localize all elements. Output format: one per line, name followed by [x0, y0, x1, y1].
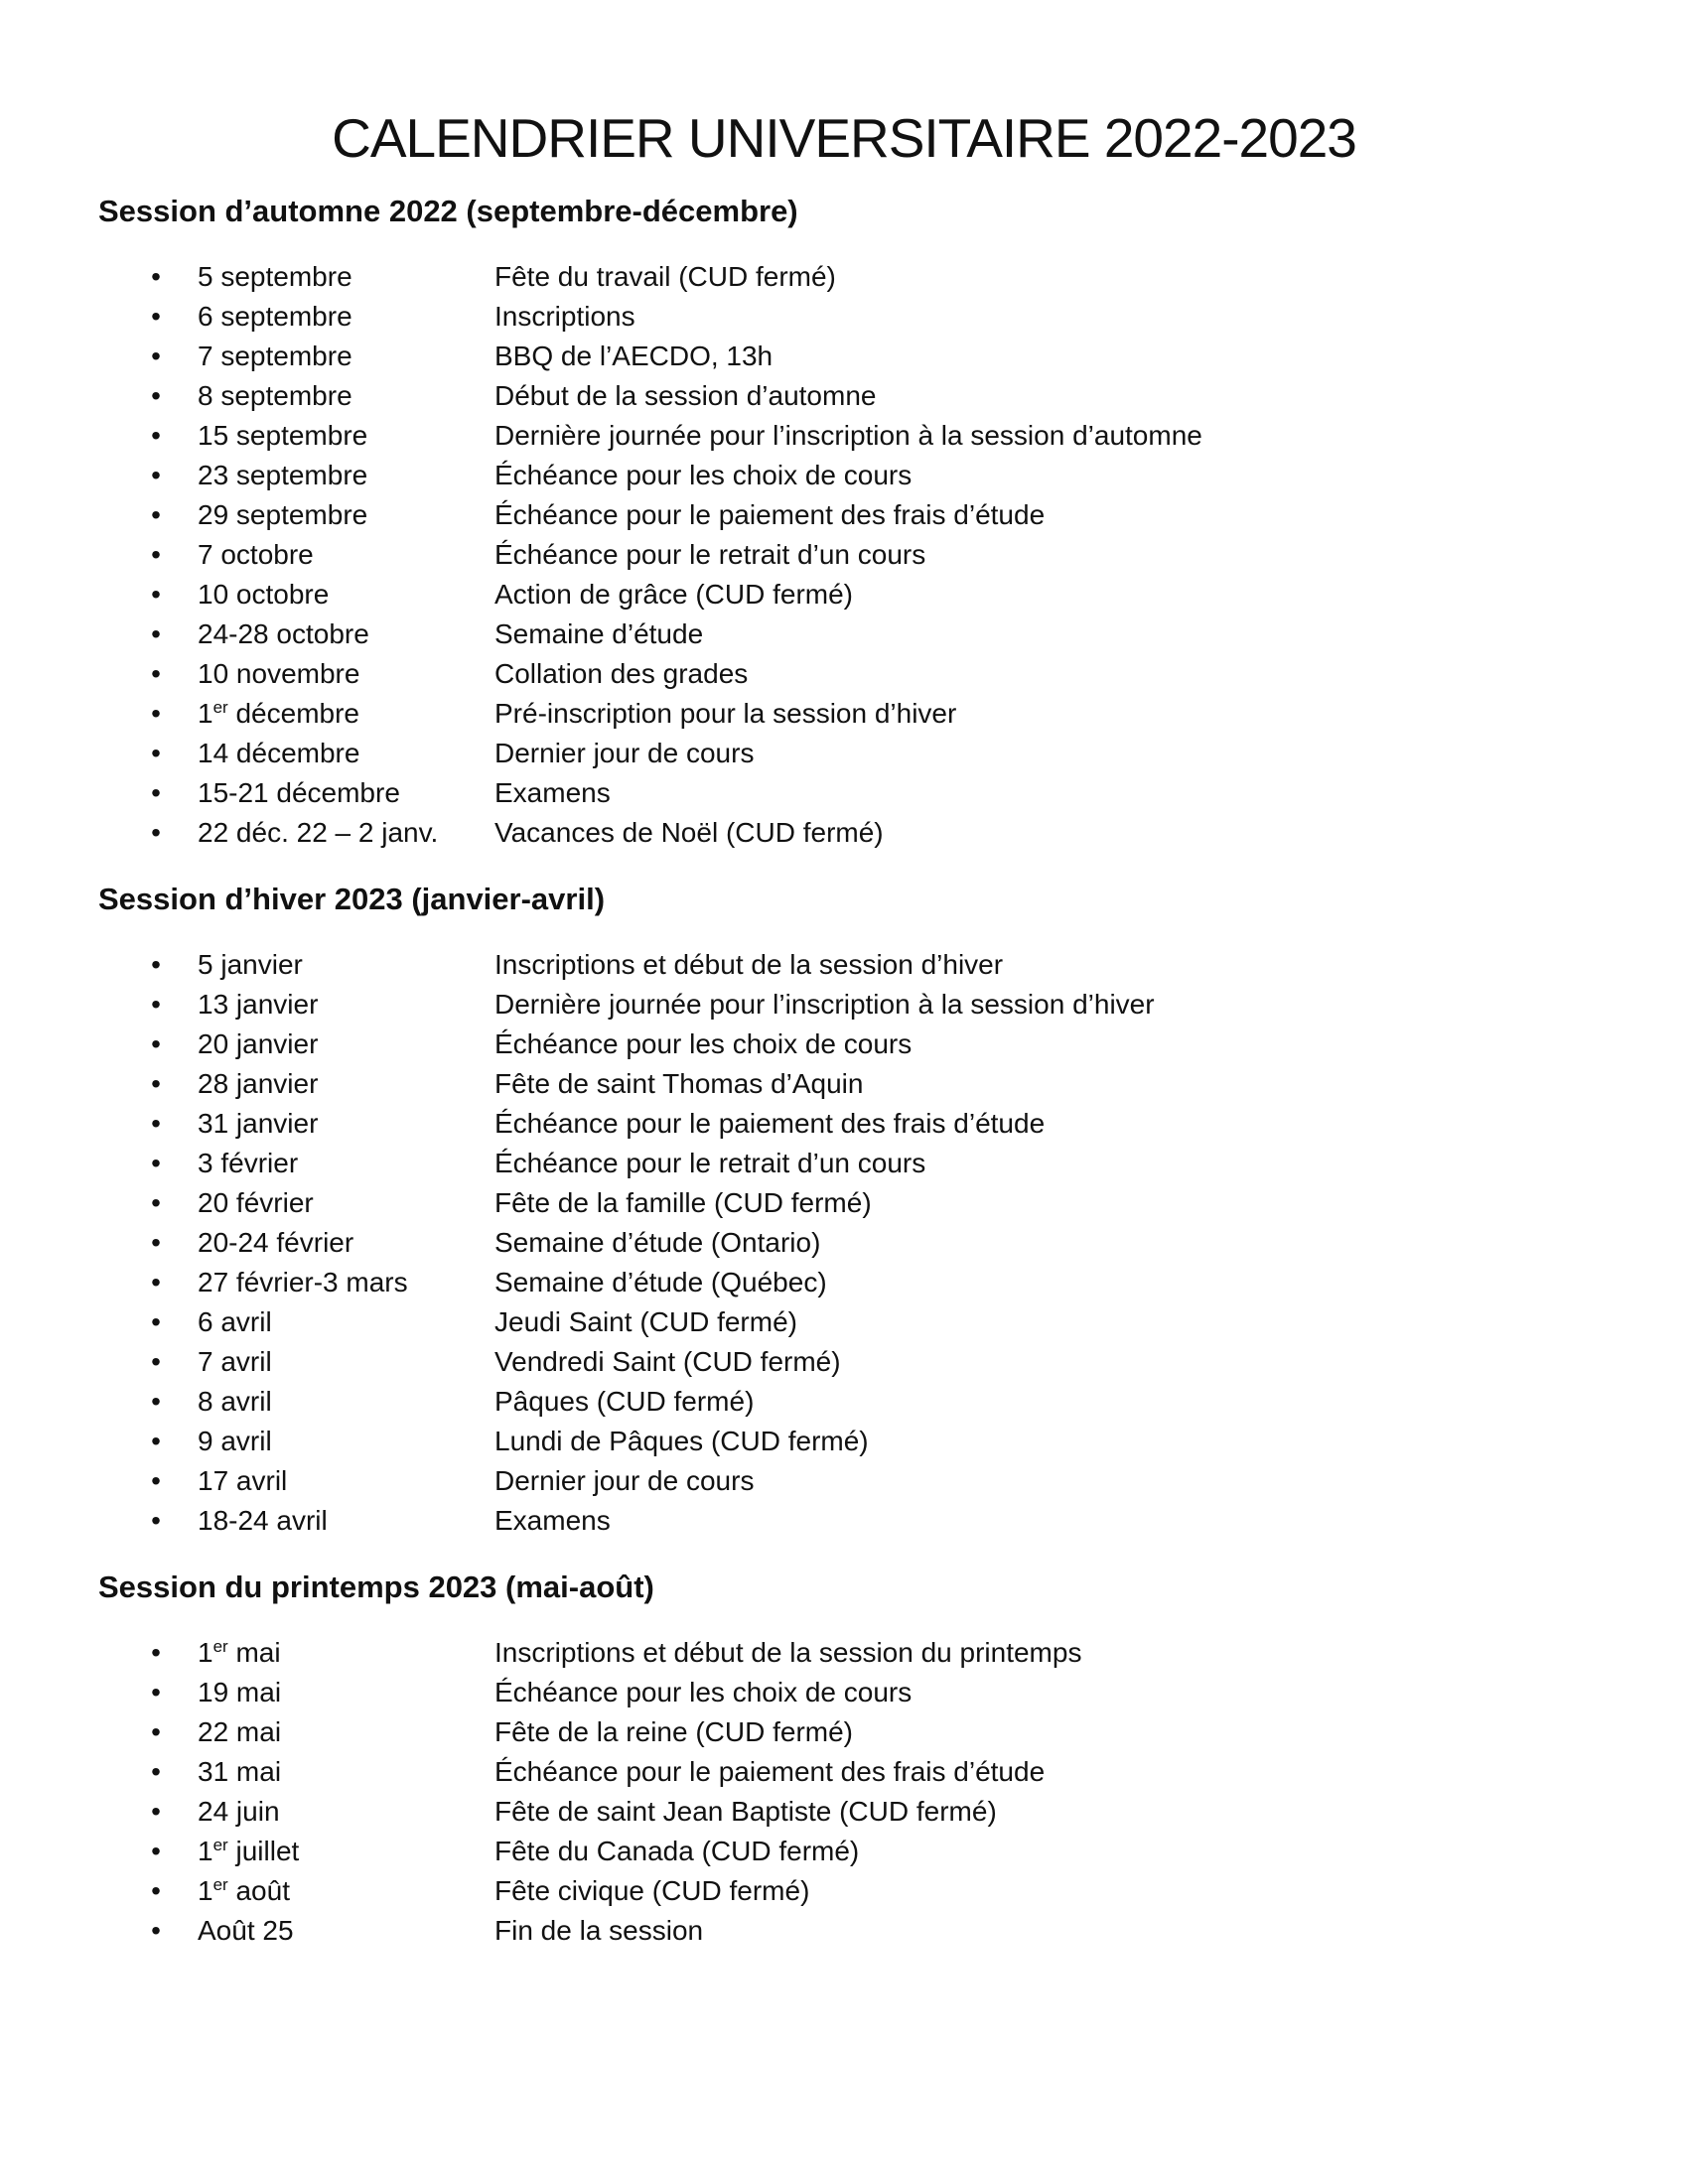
list-item: [0, 1792, 1688, 1832]
list-item: [0, 945, 1688, 985]
event-date-main: 29 septembre: [198, 499, 368, 530]
list-item: [0, 1064, 1688, 1104]
bullet-icon: •: [151, 949, 161, 980]
event-date: [198, 1104, 318, 1144]
list-item: [0, 1183, 1688, 1223]
event-date-main: 24-28 octobre: [198, 618, 369, 649]
bullet-icon: •: [151, 618, 161, 649]
event-date: [198, 337, 352, 376]
bullet-icon: •: [151, 817, 161, 848]
event-date-main: 7 octobre: [198, 539, 314, 570]
event-date: [198, 654, 359, 694]
event-date: [198, 1382, 272, 1422]
event-date-main: 15-21 décembre: [198, 777, 400, 808]
bullet-icon: •: [151, 1677, 161, 1707]
bullet-icon: •: [151, 301, 161, 332]
event-description: Échéance pour le paiement des frais d’étude: [494, 1756, 1046, 1787]
list-item: [0, 1871, 1688, 1911]
list-item: [0, 1024, 1688, 1064]
event-date-main: 22 déc. 22 – 2 janv.: [198, 817, 439, 848]
list-item: [0, 1461, 1688, 1501]
event-description: Début de la session d’automne: [494, 380, 877, 411]
list-item: [0, 495, 1688, 535]
event-list: [0, 257, 1688, 853]
event-date-main: 13 janvier: [198, 989, 319, 1020]
event-description: Échéance pour le retrait d’un cours: [494, 539, 926, 570]
event-date: [198, 985, 318, 1024]
bullet-icon: •: [151, 1915, 161, 1946]
bullet-icon: •: [151, 261, 161, 292]
event-date-main: 10 novembre: [198, 658, 360, 689]
list-item: [0, 257, 1688, 297]
event-date-ordinal: er: [212, 1637, 228, 1656]
list-item: [0, 654, 1688, 694]
event-date-main: 1: [198, 1637, 213, 1668]
list-item: [0, 1263, 1688, 1302]
list-item: [0, 1501, 1688, 1541]
list-item: [0, 1911, 1688, 1951]
event-date: [198, 1302, 272, 1342]
list-item: [0, 694, 1688, 734]
bullet-icon: •: [151, 1796, 161, 1827]
event-date-ordinal: er: [212, 1875, 228, 1894]
event-description: Inscriptions et début de la session d’hiver: [494, 949, 1004, 980]
event-date-main: 8 septembre: [198, 380, 352, 411]
list-item: [0, 734, 1688, 773]
list-item: [0, 1832, 1688, 1871]
event-date-main: 5 janvier: [198, 949, 303, 980]
bullet-icon: •: [151, 380, 161, 411]
list-item: [0, 985, 1688, 1024]
bullet-icon: •: [151, 1505, 161, 1536]
bullet-icon: •: [151, 1426, 161, 1456]
event-date: [198, 1673, 281, 1712]
event-date: [198, 614, 369, 654]
event-description: Examens: [494, 777, 611, 808]
event-description: Fin de la session: [494, 1915, 704, 1946]
list-item: [0, 773, 1688, 813]
list-item: [0, 297, 1688, 337]
event-date-main: 7 septembre: [198, 341, 352, 371]
event-date-main: 14 décembre: [198, 738, 360, 768]
event-date-main: 7 avril: [198, 1346, 272, 1377]
list-item: [0, 1712, 1688, 1752]
event-date-main: 5 septembre: [198, 261, 352, 292]
event-description: Échéance pour les choix de cours: [494, 1677, 913, 1707]
event-date: [198, 1501, 328, 1541]
event-date: [198, 535, 314, 575]
event-date: [198, 1024, 318, 1064]
bullet-icon: •: [151, 1346, 161, 1377]
event-description: Examens: [494, 1505, 611, 1536]
bullet-icon: •: [151, 1465, 161, 1496]
event-date-main: 8 avril: [198, 1386, 272, 1417]
bullet-icon: •: [151, 420, 161, 451]
bullet-icon: •: [151, 539, 161, 570]
list-item: [0, 1382, 1688, 1422]
event-date: [198, 1832, 299, 1871]
event-date: [198, 1752, 281, 1792]
bullet-icon: •: [151, 1756, 161, 1787]
event-description: Vacances de Noël (CUD fermé): [494, 817, 884, 848]
list-item: [0, 1752, 1688, 1792]
event-date: [198, 376, 352, 416]
event-date-main: 17 avril: [198, 1465, 288, 1496]
bullet-icon: •: [151, 460, 161, 490]
bullet-icon: •: [151, 1068, 161, 1099]
event-date-main: 6 septembre: [198, 301, 352, 332]
event-description: Semaine d’étude (Québec): [494, 1267, 827, 1297]
list-item: [0, 456, 1688, 495]
list-item: [0, 535, 1688, 575]
event-date: [198, 945, 303, 985]
bullet-icon: •: [151, 1386, 161, 1417]
event-description: Lundi de Pâques (CUD fermé): [494, 1426, 869, 1456]
event-date: [198, 297, 352, 337]
list-item: [0, 614, 1688, 654]
bullet-icon: •: [151, 341, 161, 371]
list-item: [0, 337, 1688, 376]
bullet-icon: •: [151, 1306, 161, 1337]
event-date-main: 31 janvier: [198, 1108, 319, 1139]
list-item: [0, 1422, 1688, 1461]
event-date-main: 22 mai: [198, 1716, 282, 1747]
event-date-main: 20 février: [198, 1187, 314, 1218]
event-date: [198, 773, 400, 813]
bullet-icon: •: [151, 1716, 161, 1747]
event-date-rest: décembre: [227, 698, 359, 729]
event-description: Fête de saint Jean Baptiste (CUD fermé): [494, 1796, 997, 1827]
event-description: Inscriptions: [494, 301, 635, 332]
bullet-icon: •: [151, 698, 161, 729]
event-date-rest: août: [227, 1875, 290, 1906]
page-title: CALENDRIER UNIVERSITAIRE 2022-2023: [332, 107, 1356, 169]
event-date-rest: mai: [227, 1637, 281, 1668]
event-date-main: 3 février: [198, 1148, 299, 1178]
event-date-ordinal: er: [212, 1836, 228, 1854]
list-item: [0, 575, 1688, 614]
event-date-main: 27 février-3 mars: [198, 1267, 408, 1297]
list-item: [0, 1223, 1688, 1263]
event-date-main: 31 mai: [198, 1756, 282, 1787]
list-item: [0, 1342, 1688, 1382]
event-date-main: 20 janvier: [198, 1028, 319, 1059]
bullet-icon: •: [151, 1108, 161, 1139]
event-date: [198, 1461, 287, 1501]
bullet-icon: •: [151, 579, 161, 610]
bullet-icon: •: [151, 499, 161, 530]
event-description: Fête de saint Thomas d’Aquin: [494, 1068, 864, 1099]
section-heading: Session d’hiver 2023 (janvier-avril): [98, 882, 606, 916]
event-description: Collation des grades: [494, 658, 749, 689]
event-date: [198, 416, 367, 456]
event-description: Vendredi Saint (CUD fermé): [494, 1346, 841, 1377]
event-date: [198, 257, 352, 297]
bullet-icon: •: [151, 1637, 161, 1668]
event-date: [198, 1064, 318, 1104]
event-date-main: 9 avril: [198, 1426, 272, 1456]
event-date: [198, 1633, 281, 1673]
list-item: [0, 1144, 1688, 1183]
event-description: Échéance pour les choix de cours: [494, 460, 913, 490]
event-date: [198, 694, 359, 734]
bullet-icon: •: [151, 1836, 161, 1866]
event-date-ordinal: er: [212, 698, 228, 717]
event-date: [198, 1712, 281, 1752]
bullet-icon: •: [151, 989, 161, 1020]
event-description: Semaine d’étude: [494, 618, 704, 649]
bullet-icon: •: [151, 658, 161, 689]
event-date-rest: juillet: [227, 1836, 300, 1866]
event-date-main: 19 mai: [198, 1677, 282, 1707]
event-description: Pré-inscription pour la session d’hiver: [494, 698, 957, 729]
event-date: [198, 495, 367, 535]
event-date: [198, 1144, 298, 1183]
event-description: Action de grâce (CUD fermé): [494, 579, 854, 610]
section-heading: Session du printemps 2023 (mai-août): [98, 1570, 654, 1604]
event-description: Fête civique (CUD fermé): [494, 1875, 810, 1906]
event-date-main: 28 janvier: [198, 1068, 319, 1099]
event-list: [0, 945, 1688, 1541]
bullet-icon: •: [151, 1148, 161, 1178]
bullet-icon: •: [151, 1028, 161, 1059]
list-item: [0, 1633, 1688, 1673]
event-description: BBQ de l’AECDO, 13h: [494, 341, 774, 371]
event-description: Inscriptions et début de la session du printemps: [494, 1637, 1082, 1668]
event-description: Pâques (CUD fermé): [494, 1386, 755, 1417]
bullet-icon: •: [151, 738, 161, 768]
list-item: [0, 376, 1688, 416]
event-date-main: 18-24 avril: [198, 1505, 328, 1536]
event-date: [198, 1871, 290, 1911]
section-heading: Session d’automne 2022 (septembre-décembre): [98, 194, 798, 228]
list-item: [0, 1104, 1688, 1144]
event-description: Fête de la famille (CUD fermé): [494, 1187, 872, 1218]
event-date-main: 1: [198, 1875, 213, 1906]
bullet-icon: •: [151, 777, 161, 808]
event-date: [198, 1422, 272, 1461]
bullet-icon: •: [151, 1187, 161, 1218]
list-item: [0, 1673, 1688, 1712]
bullet-icon: •: [151, 1267, 161, 1297]
event-description: Dernier jour de cours: [494, 1465, 755, 1496]
event-date-main: Août 25: [198, 1915, 294, 1946]
event-description: Dernière journée pour l’inscription à la session d’automne: [494, 420, 1202, 451]
event-date-main: 23 septembre: [198, 460, 368, 490]
event-list: [0, 1633, 1688, 1951]
event-description: Échéance pour le paiement des frais d’étude: [494, 1108, 1046, 1139]
event-date: [198, 456, 367, 495]
list-item: [0, 1302, 1688, 1342]
event-description: Échéance pour les choix de cours: [494, 1028, 913, 1059]
event-description: Fête du travail (CUD fermé): [494, 261, 836, 292]
event-date: [198, 813, 438, 853]
bullet-icon: •: [151, 1875, 161, 1906]
event-date: [198, 1911, 294, 1951]
event-description: Semaine d’étude (Ontario): [494, 1227, 821, 1258]
event-date: [198, 1183, 314, 1223]
event-description: Échéance pour le paiement des frais d’étude: [494, 499, 1046, 530]
event-date-main: 10 octobre: [198, 579, 330, 610]
event-description: Fête de la reine (CUD fermé): [494, 1716, 854, 1747]
event-description: Dernière journée pour l’inscription à la session d’hiver: [494, 989, 1155, 1020]
bullet-icon: •: [151, 1227, 161, 1258]
event-date: [198, 1263, 408, 1302]
event-description: Jeudi Saint (CUD fermé): [494, 1306, 797, 1337]
event-date: [198, 575, 329, 614]
event-date-main: 6 avril: [198, 1306, 272, 1337]
list-item: [0, 416, 1688, 456]
event-date-main: 15 septembre: [198, 420, 368, 451]
event-date: [198, 1342, 272, 1382]
event-date: [198, 734, 359, 773]
event-description: Fête du Canada (CUD fermé): [494, 1836, 860, 1866]
event-description: Dernier jour de cours: [494, 738, 755, 768]
list-item: [0, 813, 1688, 853]
event-date-main: 24 juin: [198, 1796, 280, 1827]
event-date: [198, 1223, 353, 1263]
event-date-main: 1: [198, 1836, 213, 1866]
event-date-main: 1: [198, 698, 213, 729]
event-description: Échéance pour le retrait d’un cours: [494, 1148, 926, 1178]
event-date-main: 20-24 février: [198, 1227, 354, 1258]
event-date: [198, 1792, 280, 1832]
